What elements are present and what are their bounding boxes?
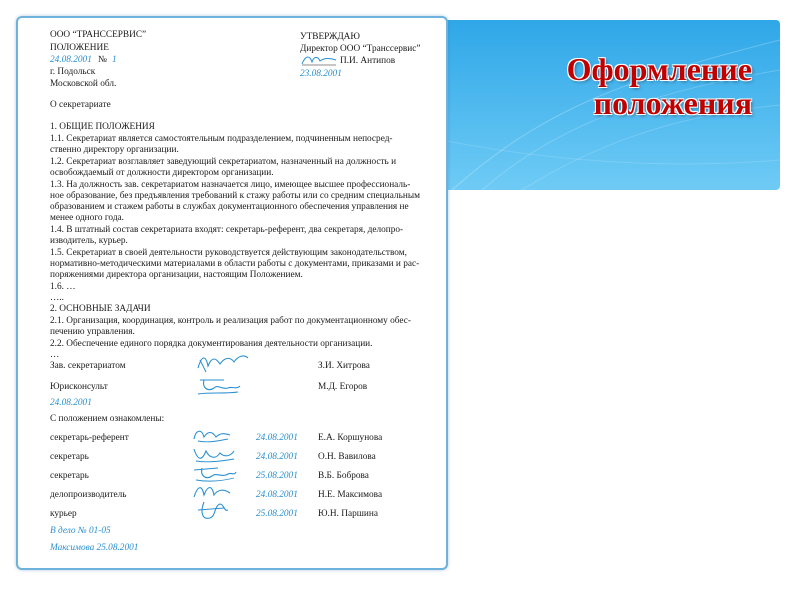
- sign-date: 24.08.2001: [50, 398, 92, 408]
- acquainted-date-3: 25.08.2001: [256, 471, 298, 481]
- paragraph-1-5: 1.5. Секретариат в своей деятельности руководствуется действующим законодательством,: [50, 248, 407, 258]
- section1-heading: 1. ОБЩИЕ ПОЛОЖЕНИЯ: [50, 122, 155, 132]
- slide-title-line2: положения: [593, 85, 752, 121]
- signature-position-1: Зав. секретариатом: [50, 361, 126, 371]
- acquainted-position-1: секретарь-референт: [50, 433, 129, 443]
- paragraph-1-3-cont1: ное образование, без предъявления требований к стажу работы или со средним специальным: [50, 191, 420, 201]
- approve-name: П.И. Антипов: [340, 56, 396, 66]
- section2-ellipsis: …: [50, 350, 60, 360]
- approve-label: УТВЕРЖДАЮ: [300, 32, 360, 42]
- acquainted-signature-5: [194, 498, 234, 524]
- acquainted-name-2: О.Н. Вавилова: [318, 452, 376, 462]
- file-note: В дело № 01-05: [50, 526, 111, 536]
- acquainted-date-4: 24.08.2001: [256, 490, 298, 500]
- slide-title: [522, 52, 752, 120]
- doc-date: 24.08.2001: [50, 55, 92, 65]
- signature-name-2: М.Д. Егоров: [318, 382, 368, 392]
- signature-position-2: Юрисконсульт: [50, 382, 108, 392]
- paragraph-1-3-cont3: менее одного года.: [50, 213, 124, 223]
- acquainted-name-1: Е.А. Коршунова: [318, 433, 383, 443]
- doc-city: г. Подольск: [50, 67, 96, 77]
- acquainted-date-5: 25.08.2001: [256, 509, 298, 519]
- doc-type: ПОЛОЖЕНИЕ: [50, 43, 109, 53]
- paragraph-1-3: 1.3. На должность зав. секретариатом назначается лицо, имеющее высшее профессиональ-: [50, 180, 411, 190]
- approve-signature: [300, 52, 338, 68]
- paragraph-1-4-cont: изводитель, курьер.: [50, 236, 128, 246]
- doc-number-label: №: [98, 55, 107, 65]
- slide-title-line1: Оформление: [566, 51, 752, 87]
- section1-ellipsis: …..: [50, 293, 64, 303]
- doc-region: Московской обл.: [50, 79, 117, 89]
- org-name: ООО “ТРАНССЕРВИС”: [50, 30, 147, 40]
- acquainted-position-5: курьер: [50, 509, 77, 519]
- paragraph-2-1: 2.1. Организация, координация, контроль и реализация работ по документационному обес-: [50, 316, 411, 326]
- signature-1: [194, 350, 250, 374]
- doc-number: 1: [112, 55, 117, 65]
- doc-subject: О секретариате: [50, 100, 111, 110]
- paragraph-1-2: 1.2. Секретариат возглавляет заведующий секретариатом, назначенный на должность и: [50, 157, 397, 167]
- approve-date: 23.08.2001: [300, 69, 342, 79]
- acquainted-date-2: 24.08.2001: [256, 452, 298, 462]
- paragraph-1-3-cont2: образованием и стажем работы в службах документационного обеспечения управления не: [50, 202, 409, 212]
- paragraph-1-5-cont2: поряжениями директора организации, настоящим Положением.: [50, 270, 303, 280]
- file-signer: Максимова 25.08.2001: [50, 543, 139, 553]
- acquainted-date-1: 24.08.2001: [256, 433, 298, 443]
- acquainted-position-3: секретарь: [50, 471, 89, 481]
- document-page: [16, 16, 448, 570]
- acquainted-name-3: В.Б. Боброва: [318, 471, 369, 481]
- paragraph-1-4: 1.4. В штатный состав секретариата входят: секретарь-референт, два секретаря, делопро-: [50, 225, 404, 235]
- approve-position: Директор ООО “Транссервис”: [300, 44, 421, 54]
- paragraph-1-6: 1.6. …: [50, 282, 76, 292]
- acquainted-name-4: Н.Е. Максимова: [318, 490, 383, 500]
- paragraph-2-1-cont: печению управления.: [50, 327, 135, 337]
- acquainted-name-5: Ю.Н. Паршина: [318, 509, 378, 519]
- acquainted-position-4: делопроизводитель: [50, 490, 127, 500]
- paragraph-1-2-cont: освобождаемый от должности директором организации.: [50, 168, 274, 178]
- paragraph-1-1-cont: ственно директору организации.: [50, 145, 179, 155]
- signature-name-1: З.И. Хитрова: [318, 361, 370, 371]
- acquainted-position-2: секретарь: [50, 452, 89, 462]
- acquainted-label: С положением ознакомлены:: [50, 414, 165, 424]
- acquainted-signature-1: [190, 425, 234, 445]
- section2-heading: 2. ОСНОВНЫЕ ЗАДАЧИ: [50, 304, 151, 314]
- paragraph-1-1: 1.1. Секретариат является самостоятельным подразделением, подчиненным непосред-: [50, 134, 393, 144]
- signature-2: [194, 374, 244, 398]
- paragraph-1-5-cont1: нормативно-методическими материалами в области работы с документами, приказами и рас-: [50, 259, 420, 269]
- paragraph-2-2: 2.2. Обеспечение единого порядка документирования деятельности организации.: [50, 339, 373, 349]
